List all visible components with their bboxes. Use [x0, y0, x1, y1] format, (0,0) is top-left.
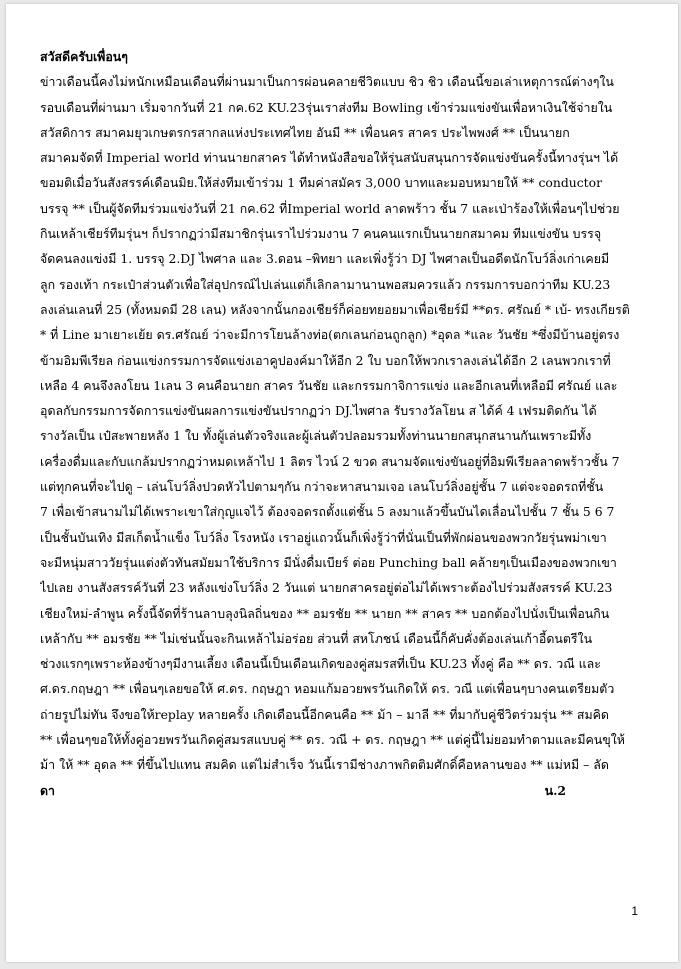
greeting: สวัสดีครับเพื่อนๆ — [40, 49, 128, 64]
text-line: จะมีหนุ่มสาววัยรุ่นแต่งตัวทันสมัยมาใช้บริการ มีนั่งดื่มเบียร์ ต่อย Punching ball คล้ายๆเป็นเมืองของพวกเขา — [40, 554, 617, 570]
text-line: ** เพื่อนๆขอให้ทั้งคู่อวยพรวันเกิดคู่สมรสแบบคู่ ** ดร. วณี + ดร. กฤษฎา ** แต่คู่นี้ไม่ยอมทำตามและมีคนขุให้ — [40, 732, 625, 748]
text-line: แต่ทุกคนที่จะไปดู – เล่นโบว์ลิ่งปวดหัวไปตามๆกัน กว่าจะหาสนามเจอ เลนโบว์ลิ่งอยู่ชั้น 7 แต่จะจอดรถที่ชั้น — [40, 479, 604, 495]
text-line: อุดลกับกรรมการจัดการแข่งขันผลการแข่งขันปรากฏว่า DJ.ไพศาล รับรางวัลโยน ส ได้ค์ 4 เฟรมติดกัน ได้ — [40, 403, 597, 419]
text-line: จัดคนลงแข่งมี 1. บรรจุ 2.DJ ไพศาล และ 3.ดอน –พิทยา และเพิ่งรู้ว่า DJ ไพศาลเป็นอดีตนักโบว์ลิ่งเก่าเคยมี — [40, 251, 610, 267]
text-line: สวัสดิการ สมาคมยุวเกษตรกรสากลแห่งประเทศไทย อันมี ** เพื่อนคร สาคร ประไพพงศ์ ** เป็นนายก — [40, 124, 570, 140]
text-line: ศ.ดร.กฤษฎา ** เพื่อนๆเลยขอให้ ศ.ดร. กฤษฎา หอมแก้มอวยพรวันเกิดให้ ดร. วณี แต่เพื่อนๆบางคนเตรียมตัว — [40, 681, 615, 697]
text-line: ลูก รองเท้า กระเป๋าส่วนตัวเพื่อใส่อุปกรณ์ไปเล่นแต่ก็เลิกลามานานพอสมควรแล้ว กรรมการบอกว่าทีม KU.23 — [40, 276, 611, 292]
text-line: เหล้ากับ ** อมรชัย ** ไม่เช่นนั้นจะกินเหล้าไม่อร่อย ส่วนที่ สหโภชน์ เดือนนี้ก็คับคั่งต้องเล่นเก้าอี้ดนตรีใน — [40, 630, 593, 646]
text-line: กินเหล้าเชียร์ทีมรุ่นฯ ก็ปรากฏว่ามีสมาชิกรุ่นเราไปร่วมงาน 7 คนคนแรกเป็นนายกสมาคม ทีมแข่งขัน บรรจุ — [40, 226, 602, 242]
text-line: ม้า ให้ ** อุดล ** ที่ขึ้นไปแทน สมคิด แต่ไม่สำเร็จ วันนี้เรามีช่างภาพกิตติมศักดิ์คือหลานของ ** แม่หมี – ลัด — [40, 757, 609, 773]
signature-line — [40, 778, 658, 803]
text-line: สมาคมจัดที่ Imperial world ท่านนายกสาคร ได้ทำหนังสือขอให้รุ่นสนับสนุนการจัดแข่งขันครั้งนี้ทางรุ่นฯ ได้ — [40, 150, 619, 166]
letter-body — [40, 44, 658, 803]
text-line: บรรจุ ** เป็นผู้จัดทีมร่วมแข่งวันที่ 21 กค.62 ที่Imperial world ลาดพร้าว ชั้น 7 และเป่าร้องให้เพื่อนๆไปช่วย — [40, 200, 620, 216]
paragraph — [40, 69, 658, 777]
text-line: ถ่ายรูปไม่ทัน จึงขอให้replay หลายครั้ง เกิดเดือนนี้อีกคนคือ ** ม้า – มาลี ** ที่มากับคู่ชีวิตร่วมรุ่น ** สมคิด — [40, 706, 609, 722]
text-line: * ที่ Line มาเยาะเย้ย ดร.ศรัณย์ ว่าจะมีการโยนล้างท่อ(ตกเลนก่อนถูกลูก) *อุดล *และ วันชัย *ซึ่งมีบ้านอยู่ตรง — [40, 327, 620, 343]
text-line: ข้ามอิมพีเรียล ก่อนแข่งกรรมการจัดแข่งเอาคูปองค์มาให้อีก 2 ใบ บอกให้พวกเราลงเล่นได้อีก 2 เลนพวกเราที่ — [40, 352, 611, 368]
text-line: เป็นชั้นบันเทิง มีสเก็ตน้ำแข็ง โบว์ลิ่ง โรงหนัง เราอยู่แถวนั้นก็เพิ่งรู้ว่าที่นั่นเป็นที่พักผ่อนของพวกวัยรุ่นพม่าเขา — [40, 529, 607, 545]
page-number: 1 — [631, 904, 638, 918]
text-line: ลงเล่นเลนที่ 25 (ทั้งหมดมี 28 เลน) หลังจากนั้นกองเชียร์ก็ค่อยทยอยมาเพื่อเชียร์มี **ดร. ศรัณย์ * เบ้- ทรงเกียรติ — [40, 301, 630, 317]
text-line: ขอมติเมื่อวันสังสรรค์เดือนมิย.ให้ส่งทีมเข้าร่วม 1 ทีมค่าสมัคร 3,000 บาทและมอบหมายให้ ** conductor — [40, 175, 603, 191]
text-line: 7 เพื่อเข้าสนามไม่ได้เพราะเขาใส่กุญแจไว้ ต้องจอดรถตั้งแต่ชั้น 5 ลงมาแล้วขึ้นบันไดเลื่อนไปชั้น 7 ชั้น 5 6 7 — [40, 504, 615, 520]
text-line: ไปเลย งานสังสรรค์วันที่ 23 หลังแข่งโบว์ลิ่ง 2 วันแต่ นายกสาครอยู่ต่อไม่ได้เพราะต้องไปร่วมสังสรรค์ KU.23 — [40, 580, 613, 596]
text-line: ช่วงแรกๆเพราะห้องข้างๆมีงานเลี้ยง เดือนนี้เป็นเดือนเกิดของคู่สมรสที่เป็น KU.23 ทั้งคู่ คือ ** ดร. วณี และ — [40, 656, 601, 672]
text-line: รอบเดือนที่ผ่านมา เริ่มจากวันที่ 21 กค.62 KU.23รุ่นเราส่งทีม Bowling เข้าร่วมแข่งขันเพื่อหาเงินใช้จ่ายใน — [40, 99, 613, 115]
signature-mark: น.2 — [544, 782, 566, 798]
text-line: รางวัลเป็น เป๋สะพายหลัง 1 ใบ ทั้งผู้เล่นตัวจริงและผู้เล่นตัวปลอมรวมทั้งท่านนายกสนุกสนานกันเพราะมีทั้ง — [40, 428, 592, 444]
text-line: เหลือ 4 คนจึงลงโยน 1เลน 3 คนคือนายก สาคร วันชัย และกรรมกาจิการแข่ง และอีกเลนที่เหลือมี ศรัณย์ และ — [40, 377, 618, 393]
signature-name: ดา — [40, 782, 56, 798]
text-line: เครื่องดื่มและกับแกล้มปรากฏว่าหมดเหล้าไป 1 ลิตร ไวน์ 2 ขวด สนามจัดแข่งขันอยู่ที่อิมพีเรียลลาดพร้าวชั้น 7 — [40, 453, 620, 469]
text-line: ข่าวเดือนนี้คงไม่หนักเหมือนเดือนที่ผ่านมาเป็นการผ่อนคลายชีวิตแบบ ชิว ชิว เดือนนี้ขอเล่าเหตุการณ์ต่างๆใน — [40, 74, 614, 90]
text-line: เชียงใหม่-ลำพูน ครั้งนี้จัดที่ร้านลาบลุงนิลถิ่นของ ** อมรชัย ** นายก ** สาคร ** บอกต้องไปนั่งเป็นเพื่อนกิน — [40, 605, 610, 621]
document-page — [6, 4, 678, 962]
